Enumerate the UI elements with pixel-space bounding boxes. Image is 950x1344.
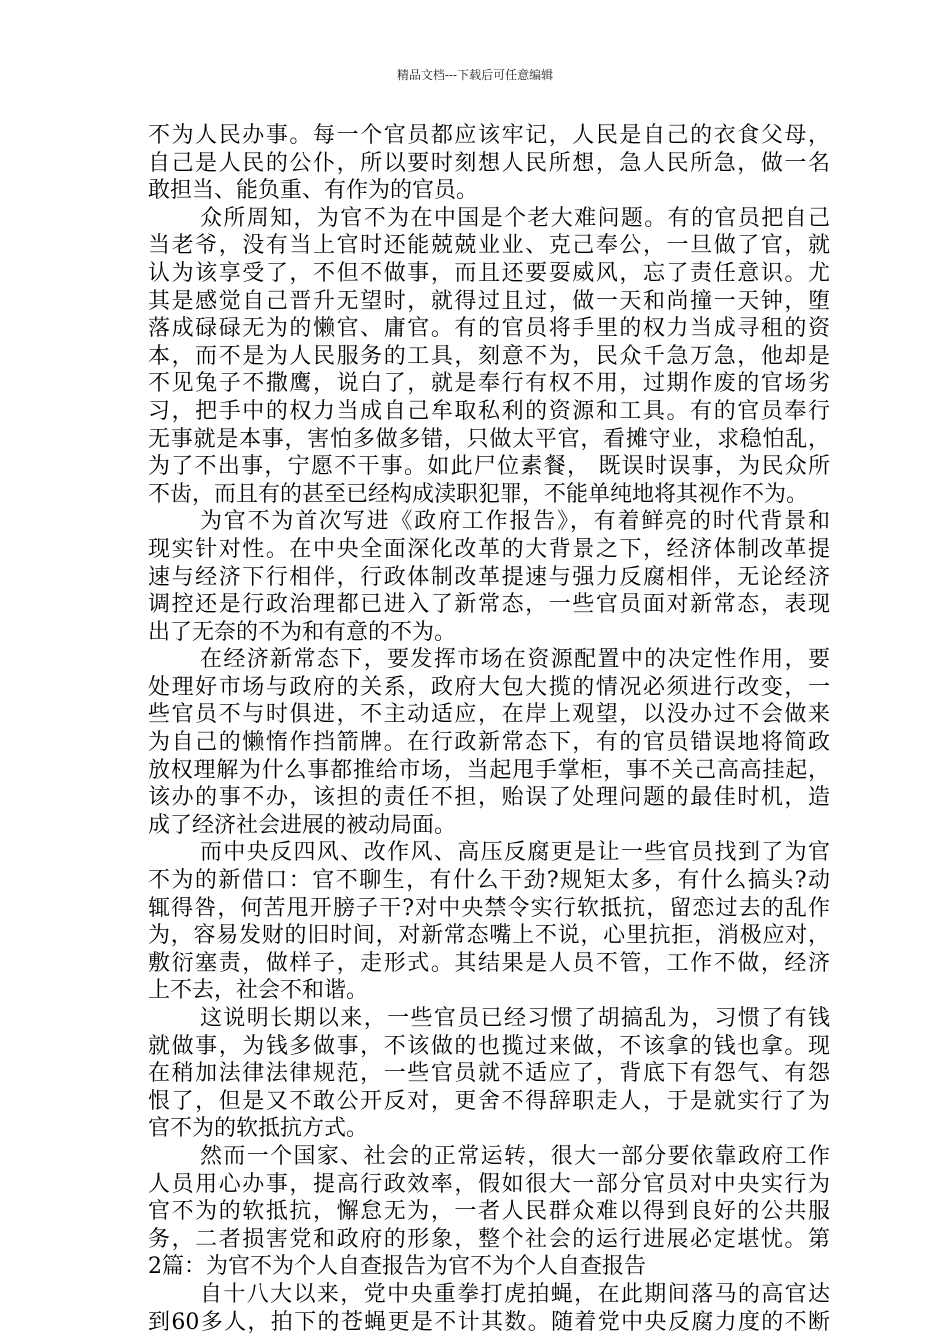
- text-line: 放权理解为什么事都推给市场，当起甩手掌柜，事不关己高高挂起，: [148, 757, 830, 783]
- text-line: 出了无奈的不为和有意的不为。: [148, 619, 457, 645]
- body-text: [148, 122, 830, 1336]
- text-line: 自己是人民的公仆，所以要时刻想人民所想，急人民所急，做一名: [148, 150, 830, 176]
- text-line: 习，把手中的权力当成自己牟取私利的资源和工具。有的官员奉行: [148, 398, 830, 424]
- text-line: 调控还是行政治理都已进入了新常态，一些官员面对新常态，表现: [148, 592, 830, 618]
- text-line: 为自己的懒惰作挡箭牌。在行政新常态下，有的官员错误地将简政: [148, 730, 830, 756]
- text-line: 当老爷，没有当上官时还能兢兢业业、克己奉公，一旦做了官，就: [148, 233, 830, 259]
- text-line: 处理好市场与政府的关系，政府大包大揽的情况必须进行改变，一: [148, 674, 830, 700]
- text-line: 不见兔子不撒鹰，说白了，就是奉行有权不用，过期作废的官场劣: [148, 371, 830, 397]
- text-line: 敢担当、能负重、有作为的官员。: [148, 178, 479, 204]
- text-line: 2篇：为官不为个人自查报告为官不为个人自查报告: [148, 1254, 646, 1280]
- text-line: 这说明长期以来，一些官员已经习惯了胡搞乱为，习惯了有钱: [200, 1006, 830, 1031]
- text-line: 为官不为首次写进《政府工作报告》，有着鲜亮的时代背景和: [200, 509, 830, 535]
- text-line: 然而一个国家、社会的正常运转，很大一部分要依靠政府工作: [200, 1143, 830, 1169]
- text-line: 到60多人，拍下的苍蝇更是不计其数。随着党中央反腐力度的不断: [148, 1309, 830, 1335]
- text-line: 不为人民办事。每一个官员都应该牢记，人民是自己的衣食父母，: [148, 123, 830, 148]
- text-line: 为，容易发财的旧时间，对新常态嘴上不说，心里抗拒，消极应对，: [148, 923, 830, 949]
- text-line: 在经济新常态下，要发挥市场在资源配置中的决定性作用，要: [200, 647, 830, 673]
- text-line: 些官员不与时俱进，不主动适应，在岸上观望，以没办过不会做来: [148, 702, 830, 728]
- text-line: 官不为的软抵抗方式。: [148, 1116, 369, 1142]
- text-line: 其是感觉自己晋升无望时，就得过且过，做一天和尚撞一天钟，堕: [148, 288, 830, 314]
- text-line: 务，二者损害党和政府的形象，整个社会的运行进展必定堪忧。第: [148, 1226, 830, 1252]
- text-line: 为了不出事，宁愿不干事。如此尸位素餐， 既误时误事，为民众所: [148, 454, 830, 480]
- text-line: 现实针对性。在中央全面深化改革的大背景之下，经济体制改革提: [148, 536, 830, 562]
- page-header: 精品文档---下载后可任意编辑: [396, 68, 554, 82]
- text-line: 自十八大以来，党中央重拳打虎拍蝇，在此期间落马的高官达: [200, 1281, 830, 1307]
- text-line: 恨了，但是又不敢公开反对，更舍不得辞职走人，于是就实行了为: [148, 1088, 830, 1114]
- text-line: 不齿，而且有的甚至已经构成渎职犯罪，不能单纯地将其视作不为。: [148, 481, 809, 507]
- text-line: 敷衍塞责，做样子，走形式。其结果是人员不管，工作不做，经济: [148, 950, 830, 976]
- text-line: 认为该享受了，不但不做事，而且还要耍威风，忘了责任意识。尤: [148, 260, 830, 286]
- text-line: 速与经济下行相伴，行政体制改革提速与强力反腐相伴，无论经济: [148, 564, 830, 590]
- text-line: 成了经济社会进展的被动局面。: [148, 812, 457, 838]
- text-line: 人员用心办事，提高行政效率，假如很大一部分官员对中央实行为: [148, 1171, 830, 1197]
- text-line: 不为的新借口：官不聊生，有什么干劲?规矩太多，有什么搞头?动: [148, 868, 830, 894]
- text-line: 辄得咎，何苦甩开膀子干?对中央禁令实行软抵抗，留恋过去的乱作: [148, 895, 830, 921]
- text-line: 上不去，社会不和谐。: [148, 978, 369, 1004]
- text-line: 就做事，为钱多做事，不该做的也揽过来做，不该拿的钱也拿。现: [148, 1033, 830, 1059]
- text-line: 该办的事不办，该担的责任不担，贻误了处理问题的最佳时机，造: [148, 785, 830, 811]
- text-line: 官不为的软抵抗，懈怠无为，一者人民群众难以得到良好的公共服: [148, 1199, 830, 1225]
- text-line: 本，而不是为人民服务的工具，刻意不为，民众千急万急，他却是: [148, 343, 830, 369]
- text-line: 无事就是本事，害怕多做多错，只做太平官，看摊守业，求稳怕乱，: [148, 426, 830, 452]
- text-line: 众所周知，为官不为在中国是个老大难问题。有的官员把自己: [200, 205, 830, 231]
- text-line: 在稍加法律法律规范，一些官员就不适应了，背底下有怨气、有怨: [148, 1061, 830, 1087]
- text-line: 而中央反四风、改作风、高压反腐更是让一些官员找到了为官: [200, 840, 830, 866]
- text-line: 落成碌碌无为的懒官、庸官。有的官员将手里的权力当成寻租的资: [148, 316, 830, 342]
